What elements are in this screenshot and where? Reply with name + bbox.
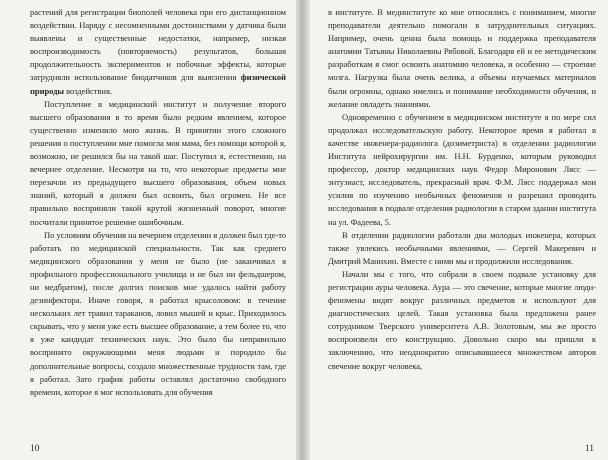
page-number-right: 11 xyxy=(584,444,594,454)
right-page xyxy=(310,0,608,460)
left-page-text xyxy=(30,6,286,399)
right-paragraph-3: В отделении радиологии работали два молодых инженера, которых также увлекись необычными явлениями, — Сергей Макеревич и Дмитрий Манихин. Вместе с ними мы и продолжили исследования. xyxy=(328,229,596,266)
page-number-left: 10 xyxy=(30,444,40,454)
left-paragraph-2: Поступление в медицинский институт и получение второго высшего образования в то время было редким явлением, которое существенно изменило мою жизнь. В принятии этого сложного решения о поступлении мне помогла моя мама, без помощи которой я, возможно, не решился бы на такой шаг. Поступил я, естественно, на вечернее отделение. Несмотря на то, что некоторые предметы мне перезачли из предыдущего высшего образования, объем новых знаний, который я должен был освоить, был огромен. Не все правильно восприняли такой крутой жизненный поворот, многие посчитали принятое решение ошибочным. xyxy=(30,98,286,227)
left-page xyxy=(0,0,296,460)
right-paragraph-2: Одновременно с обучением в медицинском институте я по мере сил продолжал исследовательскую работу. Некоторое время я работал в качестве инженера-радиолога (дозиметриста) в отделении радиологии Института нейрохирургии им. Н.Н. Бурденко, которым руководил профессор, доктор медицинских наук Федор Миронович Лясс — энтузиаст, исследователь, прекрасный врач. Ф.М. Лясс поддержал мои усилия по изучению необычных феноменов и разрешил проводить исследования в подвале отделения радиологии в старом здании института на ул. Фадеева, 5. xyxy=(328,111,596,227)
paragraph-text: растений для регистрации биополей человека при его дистанционном воздействии. Наряду с несомненными достоинствами у датчика были выявлены и существенные недостатки, например, низкая воспроизводимость (повторяемость) результатов, большая продолжительность экспериментов и побочные эффекты, которые затрудняли использование биодатчиков для выяснения xyxy=(30,7,286,83)
paragraph-text: воздействия. xyxy=(64,85,112,96)
book-gutter xyxy=(296,0,310,460)
right-page-text xyxy=(328,6,596,373)
right-paragraph-4: Начали мы с того, что собрали в своем подвале установку для регистрации ауры человека. Аура — это свечение, которые многие люди-феномены видят вокруг различных предметов и используют для диагностических целей. Такая установка была предложена ранее сотрудником Тверского университета А.В. Золотовым, мы же просто воспроизвели его конструкцию. Довольно скоро мы пришли к заключению, что неоднократно описывавшееся множеством авторов свечение вокруг человека, xyxy=(328,268,596,371)
right-paragraph-1: в институте. В мединституте ко мне относились с пониманием, многие преподаватели деятельно помогали в затруднительных ситуациях. Например, очень ценна была помощь и поддержка преподавателя анатомии Татьяны Николаевны Рябовой. Благодаря ей и ее методическим разработкам я смог освоить анатомию человека, и особенно — строение мозга. Нагрузка была очень велика, а объемы изучаемых материалов были огромны, однако имелись и понимание необходимости обучения, и желание овладеть знаниями. xyxy=(328,7,596,109)
left-paragraph-1 xyxy=(30,6,286,98)
left-paragraph-3: По условиям обучения на вечернем отделении я должен был где-то работать по медицинской специальности. Так как среднего медицинского образования у меня не было (не заканчивал я профильного профессионального училища и не был ни фельдшером, ни медбратом), после долгих поисков мне удалось найти работу дезинфектора. Иначе говоря, я работал крысоловом: в течение нескольких лет травил тараканов, ловил мышей и крыс. Приходилось скрывать, что у меня уже есть высшее образование, а тем более то, что я уже кандидат технических наук. Это было бы неправильно воспринято окружающими меня людьми и породило бы дополнительные вопросы, создало множественные трудности там, где я работал. Зато график работы оставлял достаточно свободного времени, которое я мог использовать для обучения xyxy=(30,229,286,397)
bold-phrase: физической природы xyxy=(30,72,286,96)
